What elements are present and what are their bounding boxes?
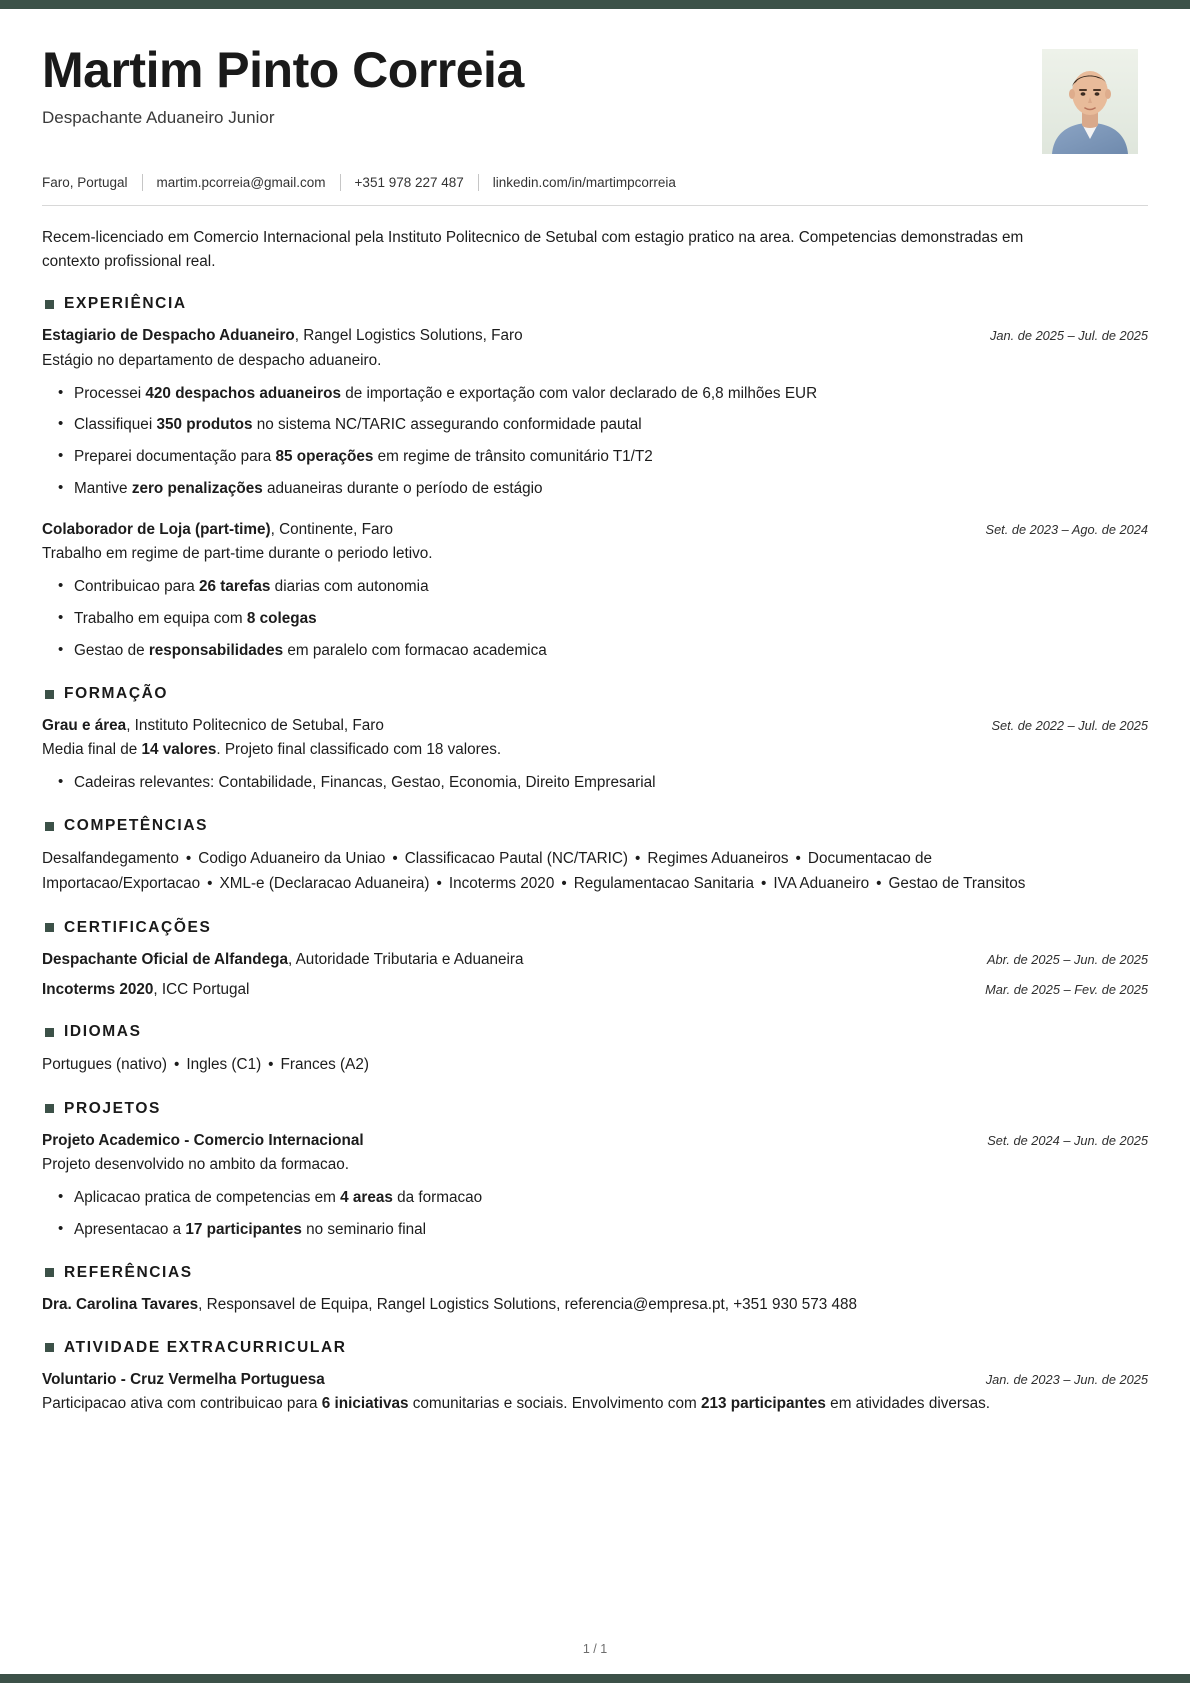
separator-dot-icon: • — [185, 850, 192, 868]
bullet-post: no seminario final — [301, 1220, 427, 1238]
desc-pre: Media final de — [42, 741, 142, 759]
reference-entry — [42, 1294, 1148, 1317]
degree-name: Grau e área — [42, 717, 127, 735]
certification-issuer: , ICC Portugal — [153, 980, 250, 998]
education-entry — [42, 715, 1148, 795]
skill-item: Incoterms 2020 — [448, 875, 555, 892]
entry-head — [42, 715, 1148, 737]
section-heading — [42, 1023, 1148, 1041]
bullet-bold: 350 produtos — [156, 416, 253, 434]
contact-divider — [478, 174, 479, 191]
separator-dot-icon: • — [174, 1056, 180, 1074]
entry-title — [42, 715, 971, 737]
entry-title — [42, 949, 967, 971]
contact-location: Faro, Portugal — [42, 175, 128, 190]
contact-email[interactable]: martim.pcorreia@gmail.com — [156, 175, 326, 190]
list-item — [42, 640, 1148, 663]
entry-date: Set. de 2024 – Jun. de 2025 — [987, 1132, 1148, 1148]
entry-role: Colaborador de Loja (part-time) — [42, 521, 271, 539]
section-title: IDIOMAS — [64, 1023, 142, 1041]
skill-item: Regulamentacao Sanitaria — [573, 875, 754, 892]
list-item — [42, 414, 1148, 437]
bullet-post: de importação e exportação com valor declarado de 6,8 milhões EUR — [340, 384, 818, 402]
desc-part: comunitarias e sociais. Envolvimento com — [408, 1394, 701, 1412]
bullet-bold: 420 despachos aduaneiros — [145, 384, 341, 402]
section-bullet-icon — [45, 690, 54, 699]
bullet-pre: Cadeiras relevantes: Contabilidade, Financas, Gestao, Economia, Direito Empresarial — [74, 774, 656, 792]
avatar — [1042, 49, 1138, 154]
section-bullet-icon — [45, 1343, 54, 1352]
entry-date: Abr. de 2025 – Jun. de 2025 — [986, 951, 1148, 967]
entry-bullets — [42, 1187, 1148, 1242]
bullet-bold: 8 colegas — [246, 610, 317, 628]
entry-title — [42, 519, 966, 541]
separator-dot-icon: • — [392, 850, 398, 868]
summary-text: Recem-licenciado em Comercio Internacional pela Instituto Politecnico de Setubal com estagio pratico na area. Competencias demonstradas em contexto profissional real. — [42, 229, 1024, 270]
entry-company: , Rangel Logistics Solutions, Faro — [294, 327, 523, 345]
bullet-post: em paralelo com formacao academica — [283, 642, 547, 660]
skill-item: Gestao de Transitos — [888, 875, 1026, 892]
bullet-bold: 26 tarefas — [199, 578, 271, 596]
desc-part-bold: 213 participantes — [700, 1394, 826, 1412]
entry-bullets — [42, 772, 1148, 795]
bullet-bold: zero penalizações — [131, 480, 263, 498]
skill-item: Desalfandegamento — [42, 850, 179, 868]
section-references — [42, 1264, 1148, 1317]
bullet-bold: responsabilidades — [148, 642, 284, 660]
separator-dot-icon: • — [635, 850, 641, 868]
section-certifications — [42, 919, 1148, 1001]
bullet-pre: Aplicacao pratica de competencias em — [74, 1188, 341, 1206]
bullet-bold: 4 areas — [340, 1188, 393, 1206]
separator-dot-icon: • — [795, 850, 801, 868]
separator-dot-icon: • — [760, 875, 767, 892]
section-title: ATIVIDADE EXTRACURRICULAR — [64, 1338, 347, 1356]
reference-details: , Responsavel de Equipa, Rangel Logistics Solutions, referencia@empresa.pt, +351 930 573 488 — [198, 1295, 858, 1313]
section-heading — [42, 1100, 1148, 1118]
separator-dot-icon: • — [207, 875, 213, 892]
section-heading — [42, 817, 1148, 835]
bullet-post: em regime de trânsito comunitário T1/T2 — [373, 448, 653, 466]
languages-list — [42, 1053, 1082, 1078]
bullet-pre: Contribuicao para — [74, 578, 199, 596]
bullet-pre: Apresentacao a — [74, 1220, 186, 1238]
skill-item: IVA Aduaneiro — [773, 875, 870, 892]
experience-entry — [42, 325, 1148, 501]
skill-item: Regimes Aduaneiros — [647, 850, 789, 868]
page-title: Martim Pinto Correia — [42, 42, 524, 98]
top-accent-bar — [0, 0, 1190, 9]
list-item — [42, 608, 1148, 631]
section-title: PROJETOS — [64, 1099, 161, 1117]
header-text-block — [42, 37, 1042, 128]
entry-date: Set. de 2022 – Jul. de 2025 — [991, 718, 1148, 734]
section-bullet-icon — [45, 1268, 54, 1277]
desc-post: . Projeto final classificado com 18 valores. — [216, 741, 502, 759]
entry-date: Mar. de 2025 – Fev. de 2025 — [985, 981, 1148, 997]
bullet-pre: Mantive — [74, 480, 132, 498]
entry-description: Projeto desenvolvido no ambito da formacao. — [42, 1156, 349, 1174]
entry-head — [42, 325, 1148, 347]
contact-linkedin[interactable]: linkedin.com/in/martimpcorreia — [492, 175, 676, 190]
section-bullet-icon — [45, 822, 54, 831]
desc-part: em atividades diversas. — [825, 1394, 991, 1412]
list-item — [42, 576, 1148, 599]
desc-part-bold: 6 iniciativas — [321, 1394, 409, 1412]
desc-part: Participacao ativa com contribuicao para — [42, 1394, 322, 1412]
list-item — [42, 1187, 1148, 1210]
entry-description: Trabalho em regime de part-time durante o periodo letivo. — [42, 545, 433, 563]
entry-head — [42, 1130, 1148, 1152]
entry-description: Estágio no departamento de despacho aduaneiro. — [42, 351, 382, 369]
section-skills — [42, 817, 1148, 897]
section-title: EXPERIÊNCIA — [64, 295, 187, 313]
entry-head — [42, 1369, 1148, 1391]
separator-dot-icon: • — [561, 875, 567, 892]
bullet-post: no sistema NC/TARIC assegurando conformidade pautal — [252, 416, 642, 434]
contact-phone[interactable]: +351 978 227 487 — [354, 175, 464, 190]
certification-name: Incoterms 2020 — [42, 980, 154, 998]
entry-role: Estagiario de Despacho Aduaneiro — [42, 327, 295, 345]
section-bullet-icon — [45, 1028, 54, 1037]
section-education — [42, 685, 1148, 795]
bullet-pre: Classifiquei — [74, 416, 157, 434]
certification-entry — [42, 949, 1148, 971]
resume-header — [42, 9, 1148, 154]
list-item — [42, 1219, 1148, 1242]
contact-divider — [142, 174, 143, 191]
language-item: Portugues (nativo) — [42, 1056, 167, 1074]
bullet-pre: Trabalho em equipa com — [74, 610, 247, 628]
section-title: REFERÊNCIAS — [64, 1263, 193, 1281]
section-title: FORMAÇÃO — [64, 685, 169, 703]
section-heading — [42, 685, 1148, 703]
bullet-post: da formacao — [392, 1188, 483, 1206]
language-item: Frances (A2) — [280, 1056, 369, 1074]
bullet-bold: 17 participantes — [185, 1220, 302, 1238]
activity-description — [42, 1393, 1082, 1416]
entry-bullets — [42, 383, 1148, 502]
project-entry — [42, 1130, 1148, 1242]
entry-date: Set. de 2023 – Ago. de 2024 — [985, 522, 1148, 538]
project-name: Projeto Academico - Comercio Internacional — [42, 1131, 364, 1149]
entry-title — [42, 1369, 966, 1391]
section-heading — [42, 1264, 1148, 1282]
activity-name: Voluntario - Cruz Vermelha Portuguesa — [42, 1370, 325, 1388]
desc-bold: 14 valores — [141, 741, 217, 759]
entry-description — [42, 739, 1148, 762]
entry-title — [42, 1130, 967, 1152]
section-projects — [42, 1100, 1148, 1242]
bullet-pre: Gestao de — [74, 642, 149, 660]
certification-issuer: , Autoridade Tributaria e Aduaneira — [287, 950, 524, 968]
skill-item: Classificacao Pautal (NC/TARIC) — [404, 850, 629, 868]
page-footer — [0, 1642, 1190, 1683]
list-item — [42, 446, 1148, 469]
skill-item: Documentacao de Importacao/Exportacao — [42, 850, 933, 892]
entry-date: Jan. de 2025 – Jul. de 2025 — [990, 328, 1148, 344]
skills-list — [42, 847, 1082, 897]
section-experience — [42, 295, 1148, 663]
section-title: CERTIFICAÇÕES — [64, 918, 212, 936]
entry-date: Jan. de 2023 – Jun. de 2025 — [985, 1371, 1148, 1387]
section-bullet-icon — [45, 923, 54, 932]
skill-item: Codigo Aduaneiro da Uniao — [198, 850, 386, 868]
contact-row — [42, 174, 1148, 191]
section-bullet-icon — [45, 300, 54, 309]
language-item: Ingles (C1) — [186, 1056, 262, 1074]
bullet-pre: Processei — [74, 384, 146, 402]
entry-head — [42, 519, 1148, 541]
certification-entry — [42, 979, 1148, 1001]
institution-name: , Instituto Politecnico de Setubal, Faro — [126, 717, 384, 735]
skill-item: XML-e (Declaracao Aduaneira) — [219, 875, 430, 892]
bullet-post: aduaneiras durante o período de estágio — [262, 480, 543, 498]
separator-dot-icon: • — [436, 875, 442, 892]
section-extracurricular — [42, 1339, 1148, 1416]
list-item — [42, 772, 1148, 795]
section-heading — [42, 295, 1148, 313]
bottom-accent-bar — [0, 1674, 1190, 1683]
bullet-pre: Preparei documentação para — [74, 448, 276, 466]
page-number: 1 / 1 — [582, 1642, 608, 1656]
reference-name: Dra. Carolina Tavares — [42, 1295, 199, 1313]
entry-title — [42, 979, 965, 1001]
separator-dot-icon: • — [876, 875, 882, 892]
list-item — [42, 383, 1148, 406]
certification-name: Despachante Oficial de Alfandega — [42, 950, 288, 968]
section-title: COMPETÊNCIAS — [64, 817, 209, 835]
list-item — [42, 478, 1148, 501]
section-languages — [42, 1023, 1148, 1078]
experience-entry — [42, 519, 1148, 663]
bullet-bold: 85 operações — [275, 448, 374, 466]
section-heading — [42, 1339, 1148, 1357]
resume-content — [0, 9, 1190, 1416]
entry-company: , Continente, Faro — [270, 521, 394, 539]
entry-title — [42, 325, 970, 347]
contact-divider — [340, 174, 341, 191]
entry-bullets — [42, 576, 1148, 663]
section-heading — [42, 919, 1148, 937]
job-title: Despachante Aduaneiro Junior — [42, 108, 275, 127]
profile-photo-icon — [1042, 49, 1138, 154]
bullet-post: diarias com autonomia — [270, 578, 429, 596]
section-bullet-icon — [45, 1104, 54, 1113]
header-divider — [42, 205, 1148, 206]
separator-dot-icon: • — [268, 1056, 274, 1074]
